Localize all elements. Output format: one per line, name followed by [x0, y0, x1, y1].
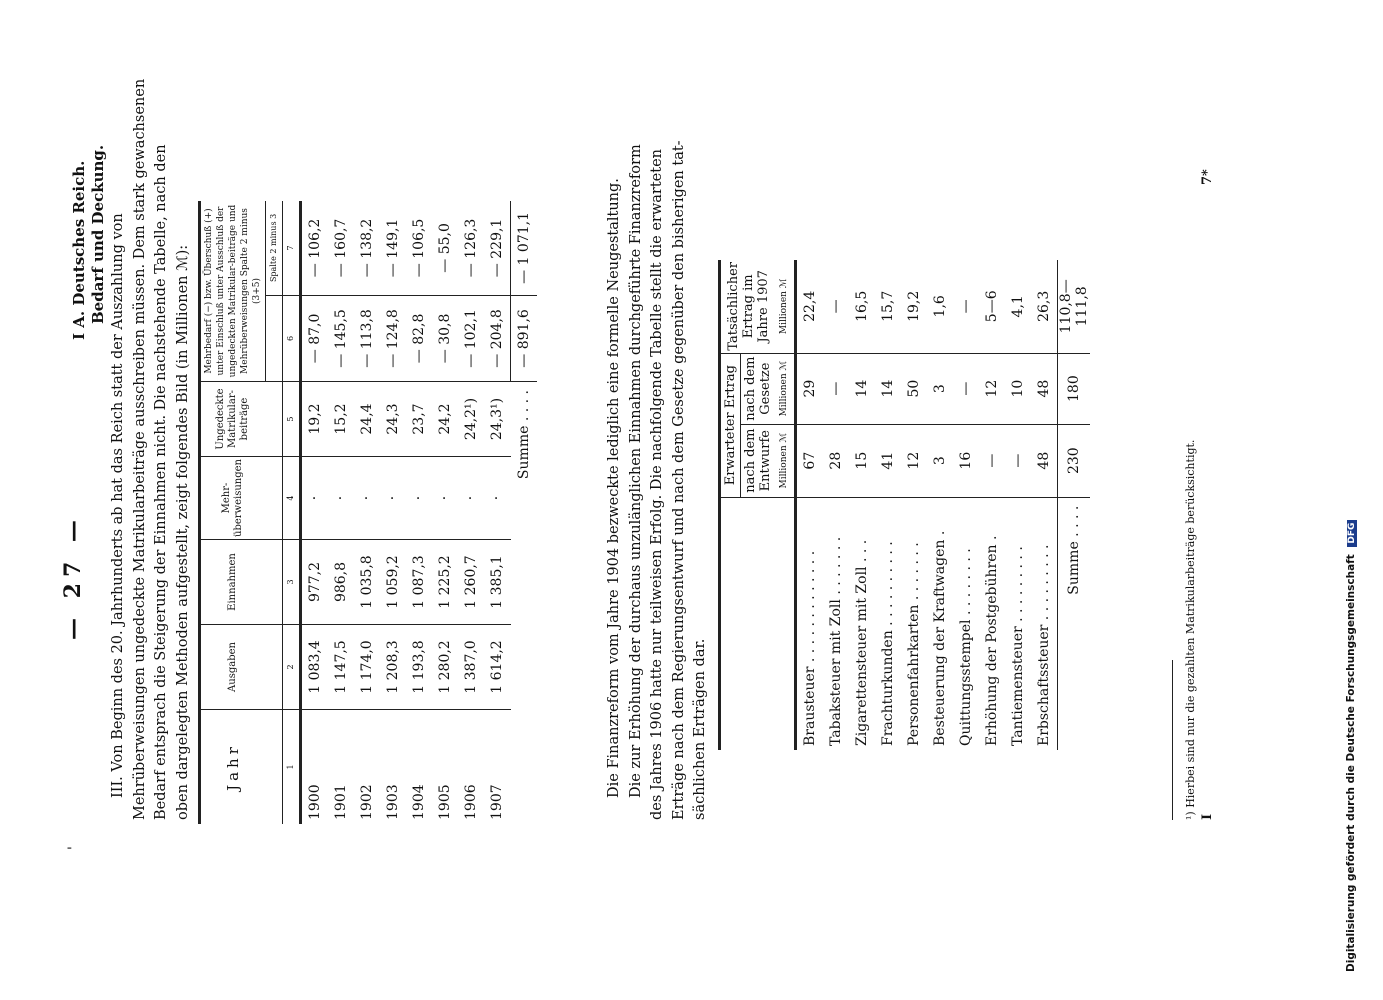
col-number: 3 — [283, 540, 301, 625]
tax-label-cell: Personenfahrkarten . . . . . . . — [906, 542, 922, 746]
table-row — [979, 260, 1005, 750]
sum-cell: — 891,6 — [511, 295, 538, 381]
table-row — [484, 201, 511, 824]
tax-label-cell: Frachturkunden . . . . . . . . . . — [880, 541, 896, 746]
middle-paragraph — [604, 140, 712, 820]
year-cell: 1905 — [437, 784, 453, 820]
value-cell: 50 — [901, 353, 927, 424]
revenue-table — [718, 260, 1090, 750]
col-header-jahr: Jahr — [200, 710, 266, 825]
value-cell: — 124,8 — [380, 295, 406, 381]
value-cell: 3 — [927, 353, 953, 424]
year-cell: 1907 — [489, 784, 506, 820]
table-row — [1031, 260, 1058, 750]
col-header-einnahmen: Einnahmen — [200, 540, 266, 625]
tax-label-cell: Erhöhung der Postgebühren . — [984, 535, 1000, 746]
page-number: — 27 — — [60, 514, 86, 640]
value-cell: — 102,1 — [458, 295, 484, 381]
value-cell: 1 280,2 — [432, 625, 458, 710]
col-subheader-6 — [266, 295, 283, 381]
col-header-mehrueberweisungen: Mehr-überweisungen — [200, 457, 266, 540]
value-cell: 15,7 — [875, 260, 901, 353]
running-header — [70, 145, 108, 340]
page-mark: ' — [66, 846, 82, 850]
col-header-mehrbedarf: Mehrbedarf (−) bzw. Überschuß (+) unter Einschluß unter Ausschluß der ungedeckten Matrikular-beiträge und Mehrüberweisungen Spalte 2 minus (3+5) — [200, 201, 266, 382]
value-cell: 48 — [1031, 353, 1058, 424]
col-header-ungedeckt: Ungedeckte Matrikular-beiträge — [200, 382, 266, 457]
value-cell: 24,3¹) — [484, 382, 511, 457]
text-line: Die zur Erhöhung der durchaus unzulänglichen Einnahmen durchgeführte Finanzreform — [627, 144, 644, 798]
year-cell: 1906 — [463, 784, 479, 820]
value-cell: — 87,0 — [301, 295, 329, 381]
year-cell: 1902 — [359, 784, 375, 820]
value-cell: 19,2 — [301, 382, 329, 457]
value-cell: · — [484, 457, 511, 540]
value-cell: — 160,7 — [328, 201, 354, 295]
value-cell: · — [328, 457, 354, 540]
value-cell: 14 — [875, 353, 901, 424]
text-line: des Jahres 1906 hatte nur teilweisen Erfolg. Die nachfolgende Tabelle stellt die erwarteten — [649, 148, 665, 820]
value-cell: 1 087,3 — [406, 540, 432, 625]
value-cell: — 106,5 — [406, 201, 432, 295]
sum-cell: 230 — [1058, 424, 1091, 497]
footnote: ¹) Hierbei sind nur die gezahlten Matrikularbeiträge berücksichtigt. — [1184, 439, 1197, 820]
text-line: III. Von Beginn des 20. Jahrhunderts ab hat das Reich statt der Auszahlung von — [110, 213, 126, 798]
text-line: Die Finanzreform vom Jahre 1904 bezweckte lediglich eine formelle Neugestaltung. — [606, 178, 622, 798]
value-cell: 19,2 — [901, 260, 927, 353]
value-cell: 1 059,2 — [380, 540, 406, 625]
value-cell: — 113,8 — [354, 295, 380, 381]
unit-label: Millionen ℳ — [775, 424, 796, 497]
value-cell: — 55,0 — [432, 201, 458, 295]
tax-label-cell: Tabaksteuer mit Zoll . . . . . . . — [828, 536, 844, 746]
table-row — [406, 201, 432, 824]
budget-table — [198, 201, 537, 824]
value-cell: — 82,8 — [406, 295, 432, 381]
value-cell: 3 — [927, 424, 953, 497]
value-cell: — 138,2 — [354, 201, 380, 295]
value-cell: 15 — [849, 424, 875, 497]
footnote-rule — [1172, 660, 1173, 820]
value-cell: 16 — [953, 424, 979, 497]
col-header-entwurf: nach dem Entwurfe — [741, 424, 776, 497]
value-cell: 12 — [901, 424, 927, 497]
value-cell: — — [1005, 424, 1031, 497]
year-cell: 1904 — [411, 784, 427, 820]
text-line: Bedarf entsprach die Steigerung der Einnahmen nicht. Die nachstehende Tabelle, nach den — [153, 144, 169, 820]
value-cell: 1 387,0 — [458, 625, 484, 710]
value-cell: — 145,5 — [328, 295, 354, 381]
value-cell: 986,8 — [328, 540, 354, 625]
table-row — [380, 201, 406, 824]
sum-cell: 180 — [1058, 353, 1091, 424]
value-cell: 1,6 — [927, 260, 953, 353]
value-cell: 41 — [875, 424, 901, 497]
tax-label-cell: Quittungsstempel . . . . . . . . — [958, 548, 974, 746]
table-row — [328, 201, 354, 824]
value-cell: · — [406, 457, 432, 540]
table-row — [301, 201, 329, 824]
value-cell: 48 — [1031, 424, 1058, 497]
value-cell: 22,4 — [796, 260, 824, 353]
unit-label: Millionen ℳ — [775, 260, 796, 353]
table-row — [875, 260, 901, 750]
value-cell: 1 083,4 — [301, 625, 329, 710]
sum-cell: — 1 071,1 — [511, 201, 538, 295]
table-row — [823, 260, 849, 750]
col-header-erwartet: Erwarteter Ertrag — [720, 353, 741, 497]
signature-mark: 7* — [1200, 169, 1215, 185]
table-row — [849, 260, 875, 750]
value-cell: 1 385,1 — [484, 540, 511, 625]
value-cell: 1 225,2 — [432, 540, 458, 625]
col-number: 7 — [283, 201, 301, 295]
value-cell: — — [823, 260, 849, 353]
value-cell: 26,3 — [1031, 260, 1058, 353]
col-number: 2 — [283, 625, 301, 710]
value-cell: 67 — [796, 424, 824, 497]
text-line: Erträge nach dem Regierungsentwurf und nach dem Gesetze gegenüber den bisherigen tat- — [670, 140, 687, 820]
value-cell: 1 260,7 — [458, 540, 484, 625]
col-number: 6 — [283, 295, 301, 381]
col-subheader-7: Spalte 2 minus 3 — [266, 201, 283, 295]
value-cell: 24,2¹) — [458, 382, 484, 457]
value-cell: 1 147,5 — [328, 625, 354, 710]
value-cell: — 126,3 — [458, 201, 484, 295]
year-cell: 1901 — [333, 784, 349, 820]
col-header-ausgaben: Ausgaben — [200, 625, 266, 710]
tax-label-cell: Tantiemensteuer . . . . . . . . . — [1010, 546, 1026, 746]
value-cell: 1 035,8 — [354, 540, 380, 625]
intro-paragraph — [108, 78, 194, 820]
subsection-title: Bedarf und Deckung. — [89, 144, 107, 324]
col-number: 1 — [283, 710, 301, 825]
tax-label-cell: Erbschaftssteuer . . . . . . . . . — [1036, 544, 1052, 746]
value-cell: 1 208,3 — [380, 625, 406, 710]
value-cell: — 106,2 — [301, 201, 329, 295]
value-cell: 29 — [796, 353, 824, 424]
value-cell: — — [979, 424, 1005, 497]
tax-label-cell: Zigarettensteuer mit Zoll . . . — [854, 539, 870, 746]
text-line: oben dargelegten Methoden aufgestellt, zeigt folgendes Bild (in Millionen ℳ): — [174, 244, 191, 820]
year-cell: 1900 — [307, 784, 323, 820]
table-row — [1005, 260, 1031, 750]
col-header-tatsaechlich: Tatsächlicher Ertrag im Jahre 1907 — [720, 260, 776, 353]
text-line: Mehrüberweisungen ungedeckte Matrikularbeiträge ausschreiben müssen. Dem stark gewachsenen — [131, 78, 148, 820]
value-cell: 24,2 — [432, 382, 458, 457]
value-cell: 1 193,8 — [406, 625, 432, 710]
funding-watermark — [1345, 12, 1381, 988]
value-cell: 24,4 — [354, 382, 380, 457]
tax-label-cell: Brausteuer . . . . . . . . . . . . . — [802, 550, 818, 746]
dfg-logo: DFG — [1347, 520, 1357, 547]
value-cell: 5—6 — [979, 260, 1005, 353]
unit-label: Millionen ℳ — [775, 353, 796, 424]
value-cell: · — [301, 457, 329, 540]
table-row — [796, 260, 824, 750]
tax-label-cell: Besteuerung der Kraftwagen . — [932, 530, 948, 746]
value-cell: — 229,1 — [484, 201, 511, 295]
value-cell: 4,1 — [1005, 260, 1031, 353]
col-number: 4 — [283, 457, 301, 540]
value-cell: — — [953, 260, 979, 353]
table-row — [927, 260, 953, 750]
table-row — [432, 201, 458, 824]
sum-label: Summe . . . . — [515, 390, 532, 480]
value-cell: 28 — [823, 424, 849, 497]
table-row — [901, 260, 927, 750]
year-cell: 1903 — [385, 784, 401, 820]
value-cell: — — [953, 353, 979, 424]
col-header-gesetz: nach dem Gesetze — [741, 353, 776, 424]
signature-mark: I — [1200, 813, 1215, 820]
col-header-blank — [720, 497, 776, 750]
value-cell: · — [432, 457, 458, 540]
table-row — [458, 201, 484, 824]
value-cell: — 30,8 — [432, 295, 458, 381]
col-number: 5 — [283, 382, 301, 457]
value-cell: — 149,1 — [380, 201, 406, 295]
value-cell: 1 614,2 — [484, 625, 511, 710]
value-cell: · — [354, 457, 380, 540]
text-line: sächlichen Erträgen dar. — [692, 638, 708, 820]
value-cell: 1 174,0 — [354, 625, 380, 710]
table-row — [354, 201, 380, 824]
value-cell: · — [380, 457, 406, 540]
value-cell: 977,2 — [301, 540, 329, 625]
value-cell: · — [458, 457, 484, 540]
value-cell: — — [823, 353, 849, 424]
value-cell: 15,2 — [328, 382, 354, 457]
sum-label: Summe . . . . — [1058, 497, 1091, 750]
value-cell: 14 — [849, 353, 875, 424]
value-cell: 10 — [1005, 353, 1031, 424]
section-title: I A. Deutsches Reich. — [70, 160, 88, 340]
watermark-text: Digitalisierung gefördert durch die Deutsche Forschungsgemeinschaft — [1345, 554, 1357, 972]
value-cell: 16,5 — [849, 260, 875, 353]
sum-cell: 110,8—111,8 — [1058, 260, 1091, 353]
table-row — [953, 260, 979, 750]
value-cell: 12 — [979, 353, 1005, 424]
value-cell: 23,7 — [406, 382, 432, 457]
value-cell: — 204,8 — [484, 295, 511, 381]
value-cell: 24,3 — [380, 382, 406, 457]
